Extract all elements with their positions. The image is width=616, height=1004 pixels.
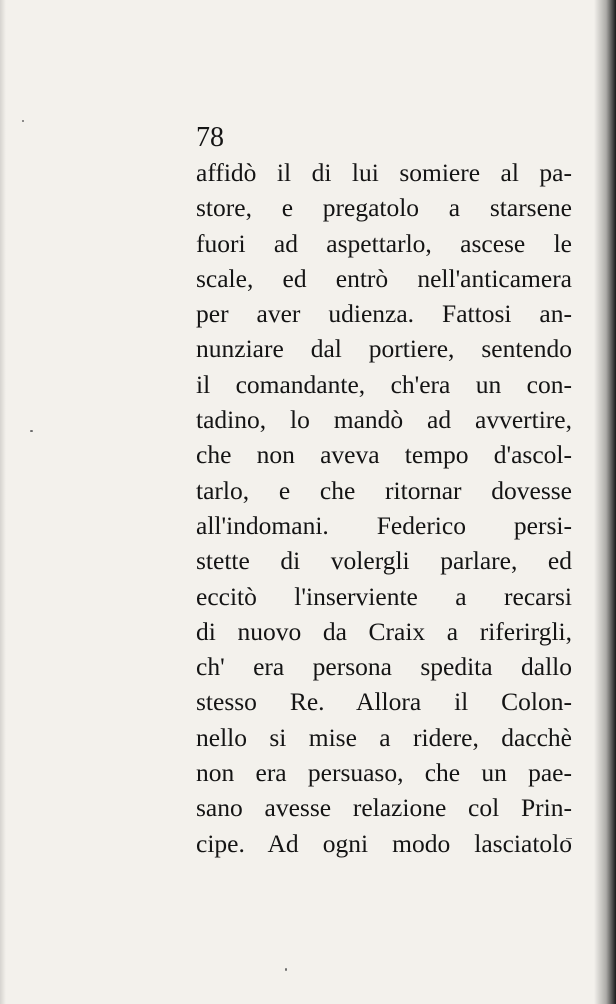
text-line: eccitò l'inserviente a recarsi [196,581,572,611]
text-line: ch' era persona spedita dallo [196,652,572,682]
text-line: il comandante, ch'era un con- [196,369,572,399]
text-line: tadino, lo mandò ad avvertire, [196,405,572,435]
text-line: store, e pregatolo a starsene [196,193,572,223]
text-line: non era persuaso, che un pae- [196,758,572,788]
book-spine-shadow [594,0,616,1004]
text-line: sano avesse relazione col Prin- [196,793,572,823]
text-line: affidò il di lui somiere al pa- [196,158,572,187]
text-line: nunziare dal portiere, sentendo [196,334,572,364]
body-text [196,155,572,861]
text-line: tarlo, e che ritornar dovesse [196,475,572,505]
text-line: scale, ed entrò nell'anticamera [196,263,572,293]
paper-speck [22,120,24,122]
text-line: per aver udienza. Fattosi an- [196,299,572,329]
text-line: stesso Re. Allora il Colon- [196,687,572,717]
text-line: che non aveva tempo d'ascol- [196,440,572,470]
paper-speck [285,968,287,971]
text-line: nello si mise a ridere, dacchè [196,722,572,752]
text-line: all'indomani. Federico persi- [196,510,572,540]
text-line: cipe. Ad ogni modo lasciatolo [196,828,572,858]
text-line: fuori ad aspettarlo, ascese le [196,228,572,258]
text-line: stette di volergli parlare, ed [196,546,572,576]
page-left-edge-shadow [0,0,6,1004]
page-number: 78 [196,122,224,153]
text-line: di nuovo da Craix a riferirgli, [196,616,572,646]
paper-speck [30,430,33,432]
